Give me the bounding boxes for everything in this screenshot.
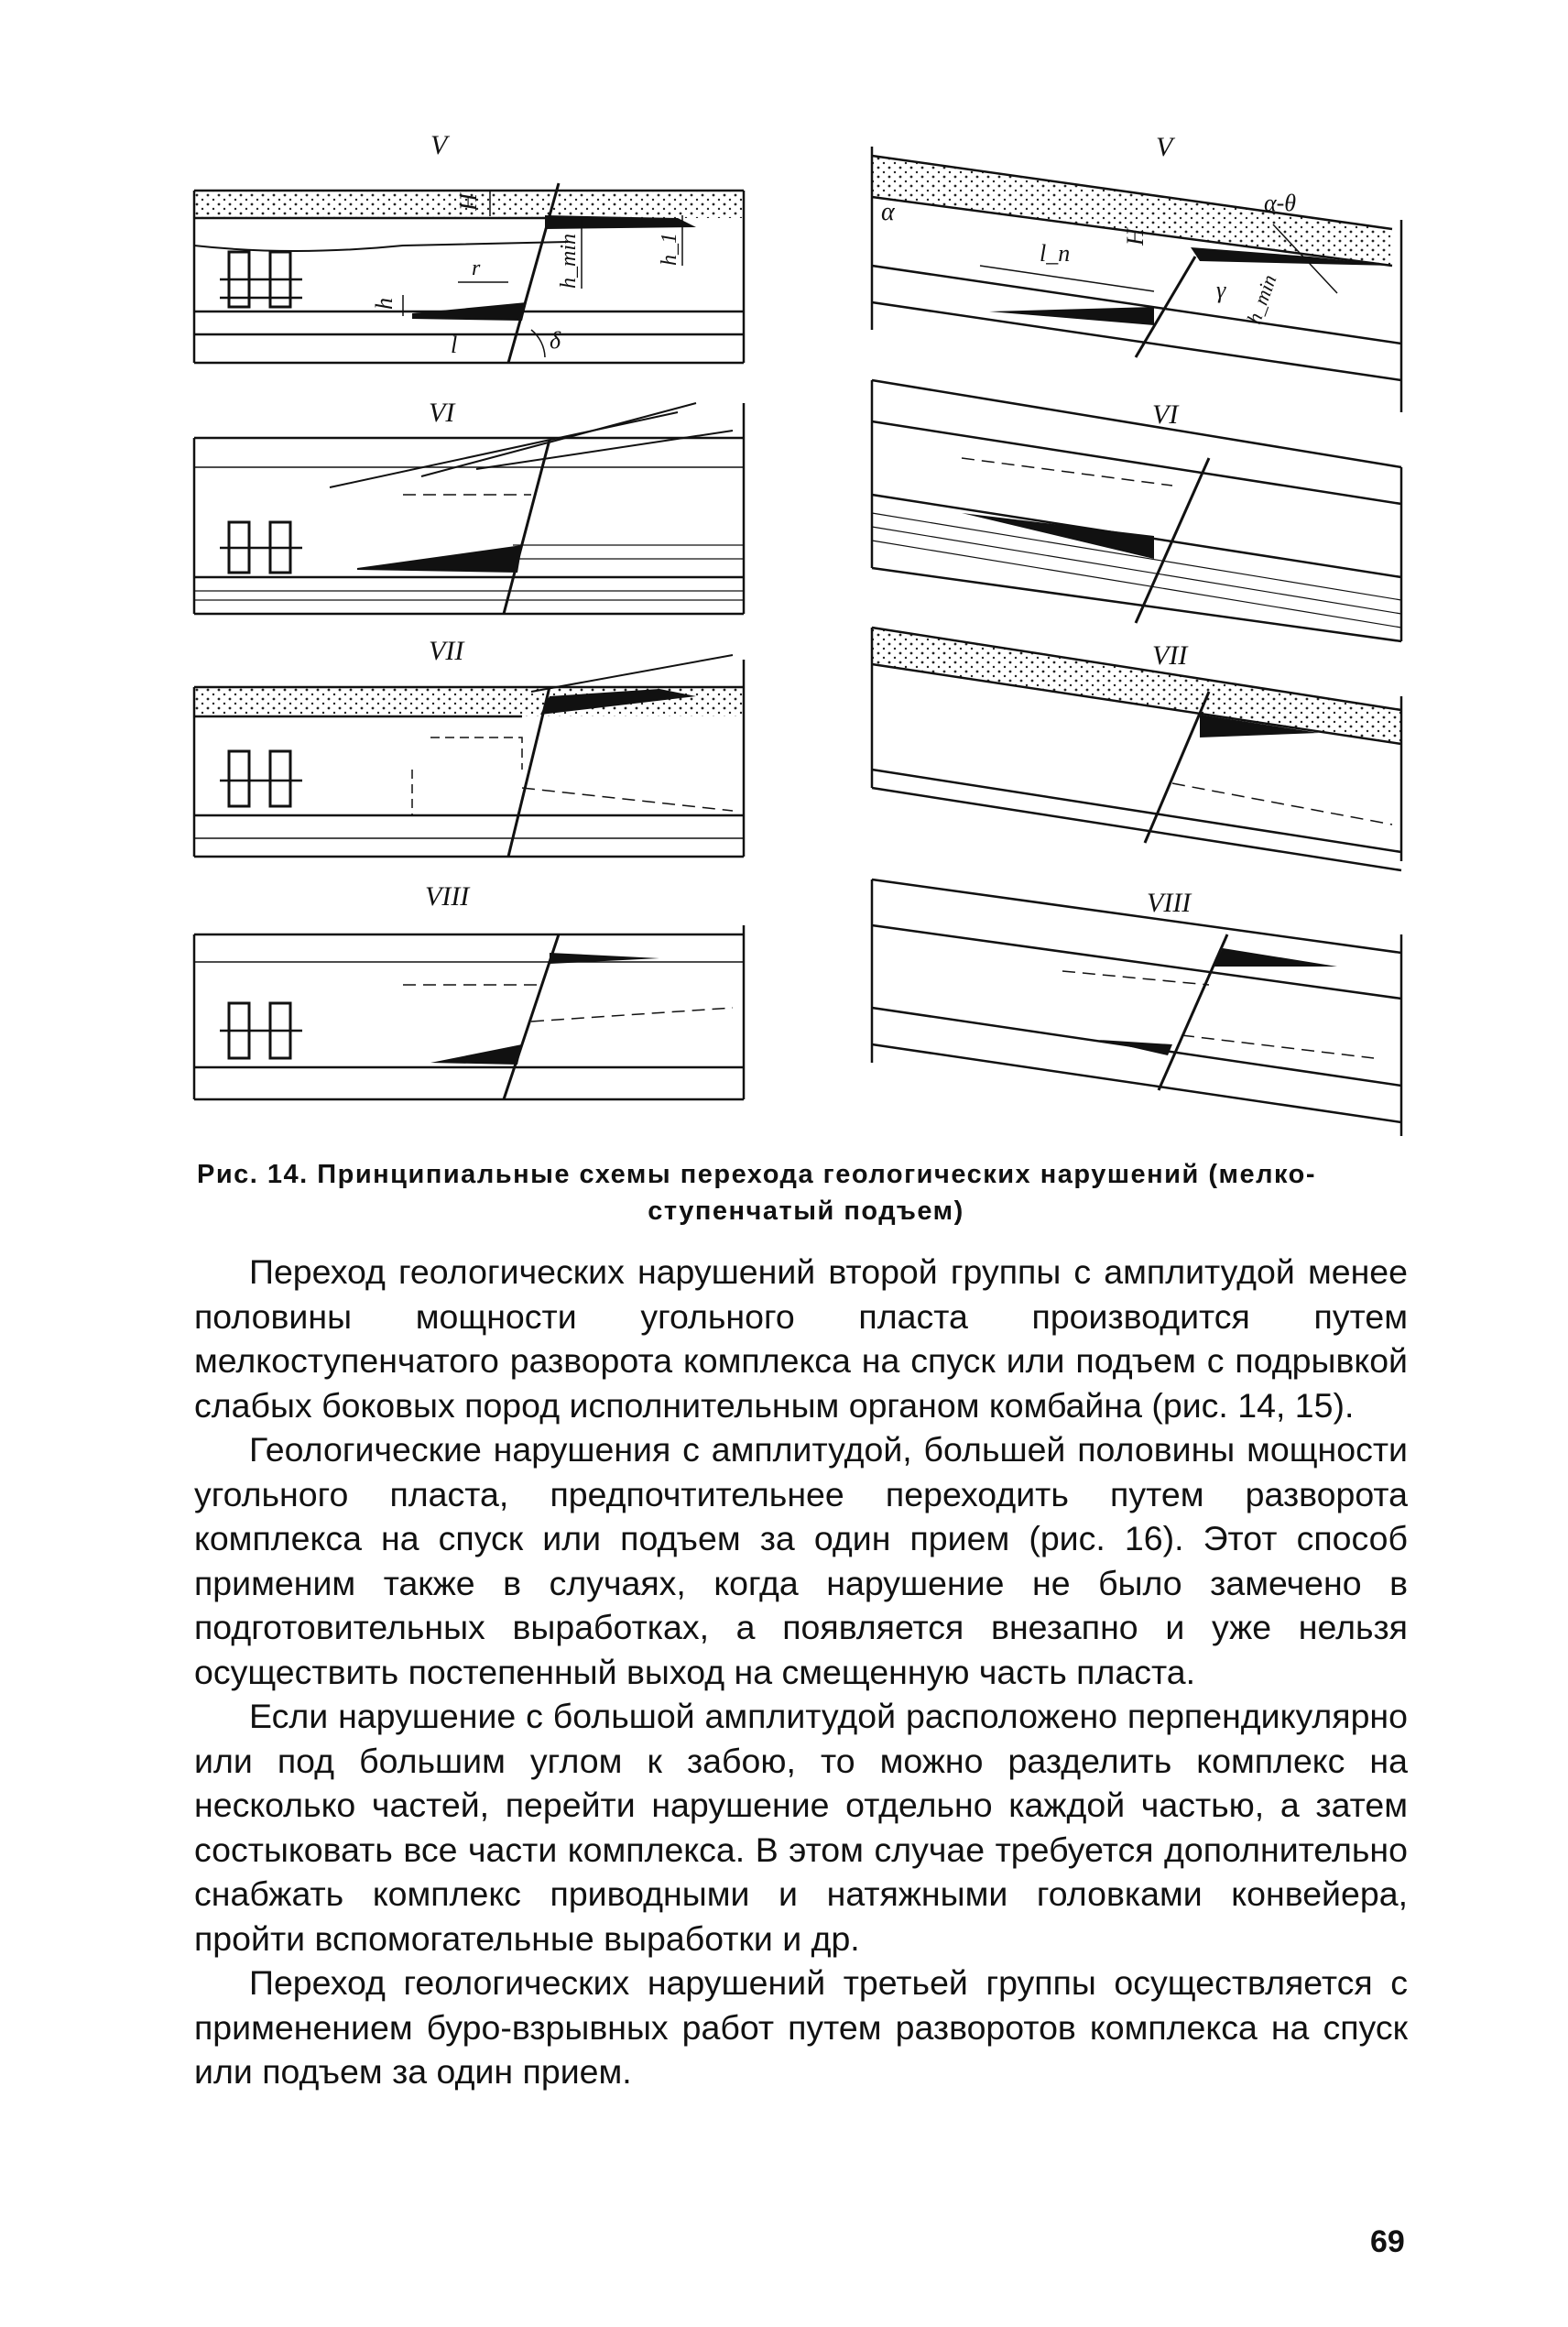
- caption-line-1: Рис. 14. Принципиальные схемы перехода геологических нарушений (мелко-: [197, 1160, 1317, 1189]
- symbol-H-right: H: [1122, 228, 1149, 246]
- symbol-gamma-right: γ: [1216, 277, 1226, 303]
- left-panel-label-VIII: VIII: [425, 881, 470, 912]
- paragraph-2: Геологические нарушения с амплитудой, большей половины мощности угольного пласта, предпочтительнее переходить путем разворота комплекса на спуск или подъем за один прием (рис. 16). Этот способ применим также в случаях, когда нарушение не было замечено в подготовительных выработках, а появляется внезапно и уже нельзя осуществить постепенный выход на смещенную часть пласта.: [194, 1430, 1408, 1691]
- symbol-h-left: h: [371, 298, 397, 310]
- right-panel-label-V: V: [1156, 132, 1173, 162]
- symbol-h1-left: h_1: [658, 233, 681, 266]
- symbol-hmin-right: h_min: [1242, 271, 1281, 327]
- paragraph-4: Переход геологических нарушений третьей группы осуществляется с применением буро-взрывных работ путем разворотов комплекса на спуск или подъем за один прием.: [194, 1963, 1408, 2091]
- right-panel-VI: [872, 380, 1401, 641]
- caption-line-2: ступенчатый подъем): [648, 1196, 964, 1226]
- right-panel-label-VI: VI: [1152, 399, 1179, 430]
- left-panel-label-VII: VII: [429, 636, 464, 666]
- symbol-alpha-theta-right: α-θ: [1264, 190, 1297, 216]
- right-panel-label-VII: VII: [1152, 640, 1188, 671]
- symbol-delta-left: δ: [550, 327, 561, 354]
- left-panel-VIII: [194, 881, 744, 1099]
- left-panel-label-VI: VI: [429, 398, 455, 428]
- symbol-ln-right: l_n: [1040, 240, 1071, 267]
- symbol-r-left: r: [472, 257, 481, 280]
- right-panel-label-VIII: VIII: [1147, 888, 1192, 918]
- symbol-l-left: l: [451, 332, 458, 358]
- right-panel-VII: [872, 628, 1401, 870]
- figure-caption: [197, 1156, 1415, 1229]
- symbol-hmin-left: h_min: [557, 234, 581, 289]
- paragraph-3: Если нарушение с большой амплитудой расположено перпендикулярно или под большим углом к забою, то можно разделить комплекс на несколько частей, перейти нарушение отдельно каждой частью, а затем состыковать все части комплекса. В этом случае требуется дополнительно снабжать комплекс приводными и натяжными головками конвейера, пройти вспомогательные выработки и др.: [194, 1697, 1408, 1958]
- left-panel-VI: [194, 398, 744, 614]
- left-panel-label-V: V: [430, 130, 448, 160]
- left-panel-VII: [194, 636, 744, 857]
- symbol-H-left: H: [455, 193, 482, 211]
- left-panel-V: [194, 130, 744, 363]
- right-panel-V: [872, 132, 1401, 412]
- right-panel-VIII: [872, 879, 1401, 1136]
- symbol-alpha-right: α: [881, 198, 895, 226]
- body-text: [194, 1250, 1408, 2094]
- paragraph-1: Переход геологических нарушений второй группы с амплитудой менее половины мощности угольного пласта производится путем мелкоступенчатого разворота комплекса на спуск или подъем с подрывкой слабых боковых пород исполнительным органом комбайна (рис. 14, 15).: [194, 1252, 1408, 1425]
- figure-14: [183, 128, 1429, 1154]
- page-number: 69: [1370, 2224, 1405, 2259]
